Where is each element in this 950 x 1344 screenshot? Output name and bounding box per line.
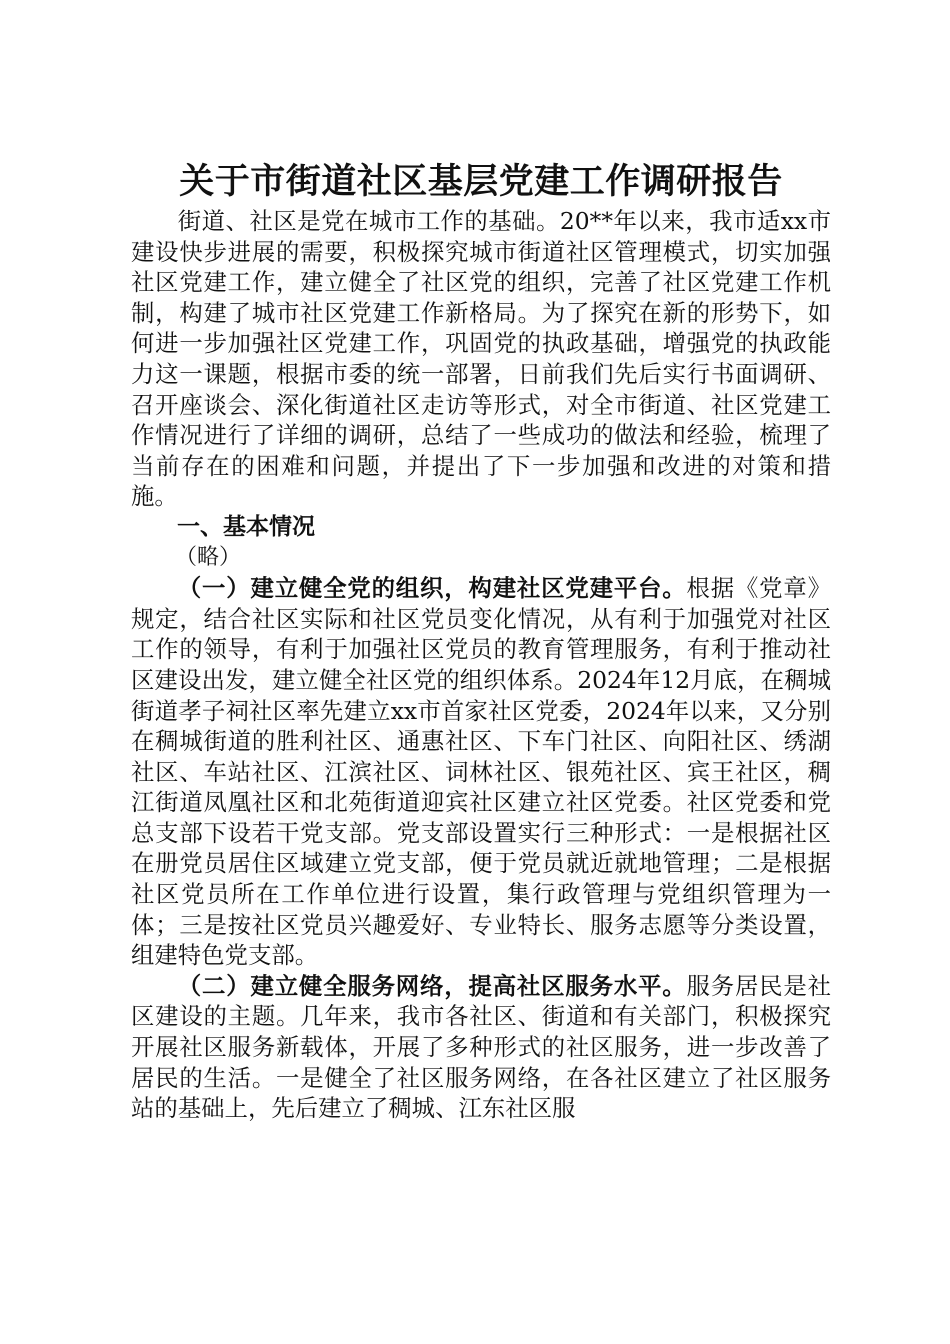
omitted-note: （略） xyxy=(175,544,242,570)
document-page xyxy=(131,160,831,1124)
subsection-heading-party-organization: （一）建立健全党的组织，构建社区党建平台。 xyxy=(177,574,687,603)
intro-paragraph: 街道、社区是党在城市工作的基础。20**年以来，我市适xx市建设快步进展的需要，积极探究城市街道社区管理模式，切实加强社区党建工作，建立健全了社区党的组织，完善了社区党建工作机制，构建了城市社区党建工作新格局。为了探究在新的形势下，如何进一步加强社区党建工作，巩固党的执政基础，增强党的执政能力这一课题，根据市委的统一部署，日前我们先后实行书面调研、召开座谈会、深化街道社区走访等形式，对全市街道、社区党建工作情况进行了详细的调研，总结了一些成功的做法和经验，梳理了当前存在的困难和问题，并提出了下一步加强和改进的对策和措施。 xyxy=(131,207,831,511)
subsection-body-service-network: 服务居民是社区建设的主题。几年来，我市各社区、街道和有关部门，积极探究开展社区服务新载体，开展了多种形式的社区服务，进一步改善了居民的生活。一是健全了社区服务网络，在各社区建立了社区服务站的基础上，先后建立了稠城、江东社区服 xyxy=(131,971,832,1123)
document-title: 关于市街道社区基层党建工作调研报告 xyxy=(179,162,783,202)
subsection-heading-service-network: （二）建立健全服务网络，提高社区服务水平。 xyxy=(177,971,687,1000)
subsection-paragraph-party-organization xyxy=(131,573,831,971)
section-heading-basic-situation: 一、基本情况 xyxy=(177,513,315,540)
subsection-paragraph-service-network xyxy=(131,971,831,1124)
subsection-body-party-organization: 根据《党章》规定，结合社区实际和社区党员变化情况，从有利于加强党对社区工作的领导，有利于加强社区党员的教育管理服务，有利于推动社区建设出发，建立健全社区党的组织体系。2024年12月底，在稠城街道孝子祠社区率先建立xx市首家社区党委，2024年以来，又分别在稠城街道的胜利社区、通惠社区、下车门社区、向阳社区、绣湖社区、车站社区、江滨社区、词林社区、银苑社区、宾王社区，稠江街道凤凰社区和北苑街道迎宾社区建立社区党委。社区党委和党总支部下设若干党支部。党支部设置实行三种形式：一是根据社区在册党员居住区域建立党支部，便于党员就近就地管理；二是根据社区党员所在工作单位进行设置，集行政管理与党组织管理为一体；三是按社区党员兴趣爱好、专业特长、服务志愿等分类设置，组建特色党支部。 xyxy=(131,574,832,970)
